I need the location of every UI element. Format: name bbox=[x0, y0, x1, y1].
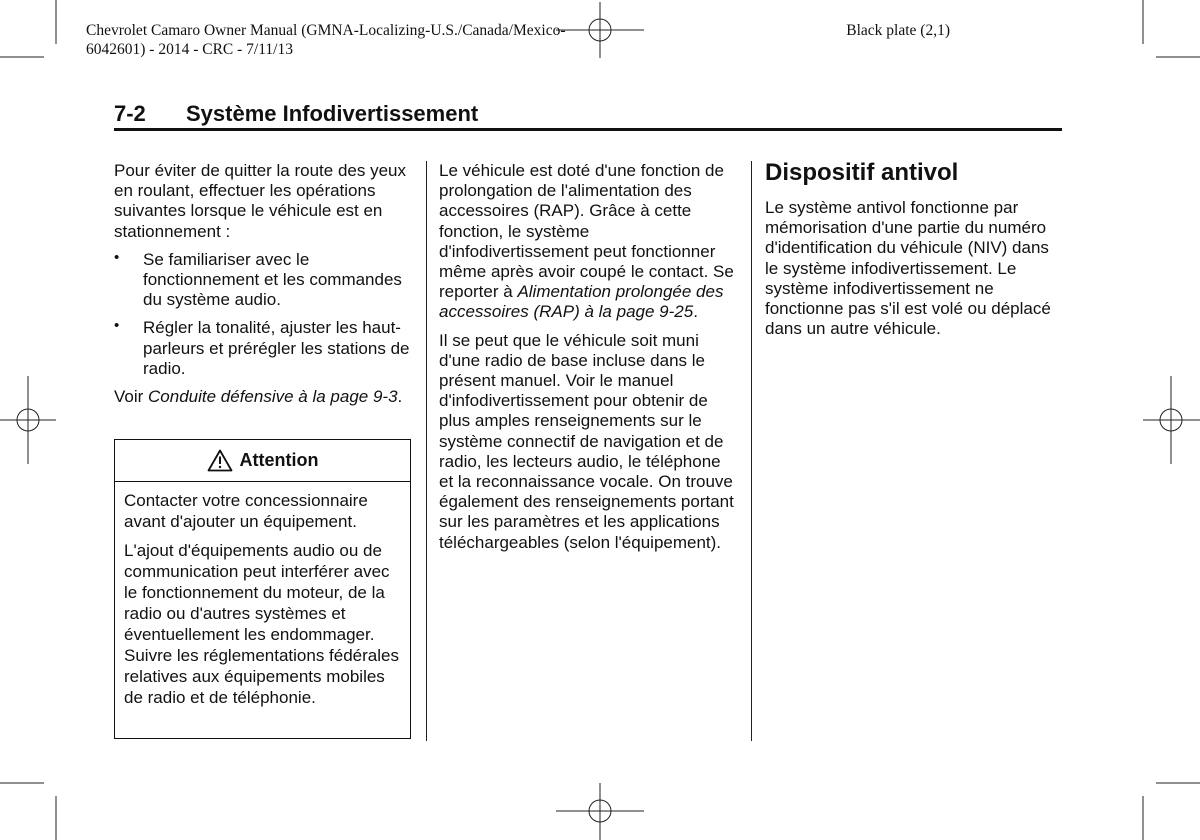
column-3 bbox=[765, 158, 1065, 347]
attention-body bbox=[115, 482, 410, 708]
section-rule bbox=[114, 128, 1062, 131]
attention-paragraph: L'ajout d'équipements audio ou de communication peut interférer avec le fonctionnement du moteur, de la radio ou d'autres systèmes et éventuellement les endommager. Suivre les réglementations fédérales relatives aux équipements mobiles de radio et de téléphonie. bbox=[124, 541, 399, 707]
antitheft-paragraph: Le système antivol fonctionne par mémorisation d'une partie du numéro d'identification du véhicule (NIV) dans le système infodivertissement. Le système infodivertissement ne fonctionne pas s'il est volé ou déplacé dans un autre véhicule. bbox=[765, 198, 1051, 339]
rap-text: Le véhicule est doté d'une fonction de prolongation de l'alimentation des accessoires (RAP). Grâce à cette fonction, le système d'infodivertissement peut fonctionner même après avoir coupé le contact. Se reporter à bbox=[439, 161, 734, 302]
registration-mark-top bbox=[556, 2, 644, 58]
see-reference bbox=[114, 387, 414, 407]
intro-paragraph: Pour éviter de quitter la route des yeux en roulant, effectuer les opérations suivantes lorsque le véhicule est en stationnement : bbox=[114, 161, 406, 241]
column-divider-2 bbox=[751, 161, 752, 741]
column-2 bbox=[439, 161, 739, 561]
rap-suffix: . bbox=[693, 302, 698, 322]
list-item bbox=[114, 250, 414, 311]
attention-paragraph: Contacter votre concessionnaire avant d'ajouter un équipement. bbox=[124, 491, 368, 531]
header-line-1: Chevrolet Camaro Owner Manual (GMNA-Localizing-U.S./Canada/Mexico- bbox=[86, 22, 566, 39]
warning-triangle-icon bbox=[207, 449, 233, 472]
bullet-text: Se familiariser avec le fonctionnement et les commandes du système audio. bbox=[143, 249, 402, 310]
antitheft-heading: Dispositif antivol bbox=[765, 159, 959, 186]
section-heading bbox=[114, 101, 1062, 127]
column-divider-1 bbox=[426, 161, 427, 741]
attention-box bbox=[114, 439, 411, 739]
registration-mark-right bbox=[1143, 376, 1200, 464]
rap-paragraph bbox=[439, 161, 739, 323]
section-number: 7-2 bbox=[114, 101, 146, 126]
column-1 bbox=[114, 161, 414, 415]
attention-header bbox=[115, 440, 410, 482]
cross-reference-link[interactable]: Alimentation prolongée des accessoires (RAP) à la page 9-25 bbox=[439, 282, 724, 322]
radio-paragraph: Il se peut que le véhicule soit muni d'une radio de base incluse dans le présent manuel. Voir le manuel d'infodivertissement pour obtenir de plus amples renseignements sur le système connectif de navigation et de radio, les lecteurs audio, le téléphone et la reconnaissance vocale. On trouve également des renseignements portant sur les paramètres et les applications téléchargeables (selon l'équipement). bbox=[439, 330, 734, 552]
attention-title: Attention bbox=[239, 450, 319, 470]
see-prefix: Voir bbox=[114, 387, 149, 407]
registration-mark-bottom bbox=[556, 783, 644, 840]
header-line-2: 6042601) - 2014 - CRC - 7/11/13 bbox=[86, 41, 293, 58]
running-header-left bbox=[86, 21, 566, 59]
bullet-list bbox=[114, 250, 414, 379]
registration-mark-left bbox=[0, 376, 56, 464]
cross-reference-link[interactable]: Conduite défensive à la page 9-3 bbox=[148, 387, 398, 407]
running-header-right: Black plate (2,1) bbox=[846, 22, 950, 39]
bullet-icon: • bbox=[114, 317, 120, 335]
bullet-text: Régler la tonalité, ajuster les haut-parleurs et prérégler les stations de radio. bbox=[143, 318, 410, 378]
bullet-icon: • bbox=[114, 248, 120, 266]
section-title: Système Infodivertissement bbox=[186, 101, 479, 126]
see-suffix: . bbox=[397, 387, 403, 407]
list-item bbox=[114, 318, 414, 379]
